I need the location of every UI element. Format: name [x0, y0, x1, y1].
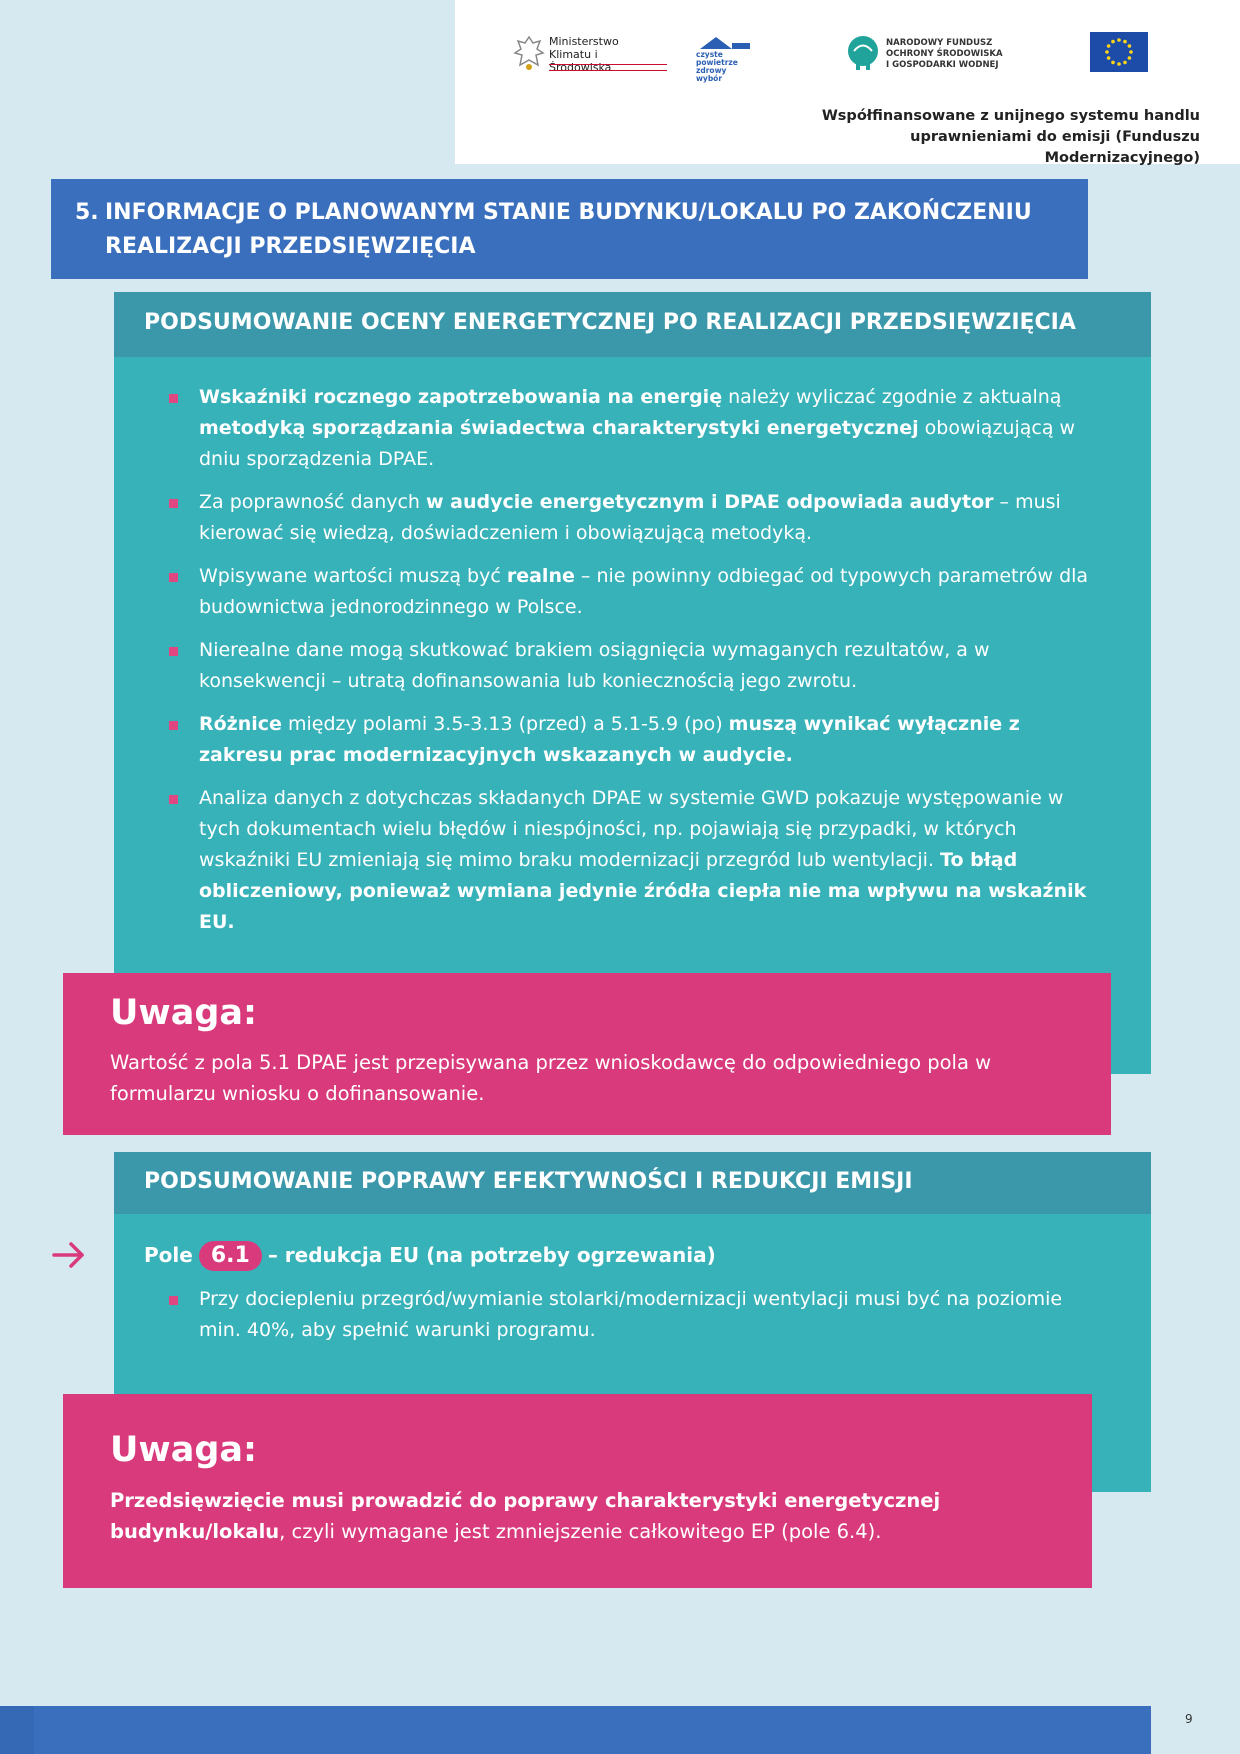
text: obowiązującą w dniu sporządzenia DPAE.: [199, 417, 1076, 470]
section-title: INFORMACJE O PLANOWANYM STANIE BUDYNKU/LOKALU PO ZAKOŃCZENIU REALIZACJI PRZEDSIĘWZIĘCIA: [105, 200, 1032, 259]
text: należy wyliczać zgodnie z aktualną: [722, 386, 1062, 408]
nfosigw-logo: [846, 34, 1006, 74]
eagle-emblem-icon: [512, 33, 546, 73]
text: Przy dociepleniu przegród/wymianie stolarki/modernizacji wentylacji musi być na poziomie min. 40%, aby spełnić warunki programu.: [199, 1288, 1063, 1341]
text: między polami 3.5-3.13 (przed) a 5.1-5.9 (po): [281, 713, 729, 735]
energy-assessment-panel: [114, 292, 1151, 1074]
bold-text: w audycie energetycznym i DPAE odpowiada audytor: [426, 491, 994, 513]
field-prefix: Pole: [144, 1243, 193, 1267]
bold-text: realne: [506, 565, 575, 587]
eu-flag-icon: [1090, 32, 1148, 72]
efficiency-emission-header: [114, 1152, 1151, 1214]
bullet-square-icon: [169, 1296, 178, 1305]
field-reference: [144, 1240, 716, 1271]
efficiency-emission-title: PODSUMOWANIE POPRAWY EFEKTYWNOŚCI I REDUKCJI EMISJI: [144, 1169, 913, 1194]
text: Nierealne dane mogą skutkować brakiem osiągnięcia wymaganych rezultatów, a w konsekwencji – utratą dofinansowania lub koniecznością jego zwrotu.: [199, 639, 990, 692]
bullet-square-icon: [169, 573, 178, 582]
list-item: [169, 1284, 1089, 1346]
ministry-logo-line2: Klimatu i Środowiska: [549, 48, 612, 74]
bullet-square-icon: [169, 499, 178, 508]
ministry-logo-line1: Ministerstwo: [549, 35, 619, 48]
footer-bar: [0, 1706, 1151, 1754]
czyste-logo-line1: czyste powietrze: [696, 50, 738, 67]
bullet-square-icon: [169, 647, 178, 656]
note-heading: Uwaga:: [110, 993, 258, 1033]
text: – musi kierować się wiedzą, doświadczeniem i obowiązującą metodyką.: [199, 491, 1061, 544]
text: Wpisywane wartości muszą być: [199, 565, 507, 587]
bold-text: muszą wynikać wyłącznie z zakresu prac modernizacyjnych wskazanych w audycie.: [199, 713, 1020, 766]
nfosigw-emblem-icon: [846, 34, 880, 72]
energy-assessment-list: [169, 382, 1089, 950]
note-bold-text: Przedsięwzięcie musi prowadzić do poprawy charakterystyki energetycznej budynku/lokalu: [110, 1489, 941, 1543]
note-text: [110, 1485, 1050, 1547]
czyste-logo-line2: zdrowy wybór: [696, 66, 727, 83]
note-rest-text: , czyli wymagane jest zmniejszenie całkowitego EP (pole 6.4).: [279, 1520, 882, 1543]
note-box: [63, 973, 1111, 1135]
bullet-square-icon: [169, 394, 178, 403]
list-item: [169, 709, 1089, 771]
section-number: 5.: [75, 200, 99, 225]
bold-text: Wskaźniki rocznego zapotrzebowania na energię: [199, 386, 723, 408]
list-item: [169, 487, 1089, 549]
bold-text: Różnice: [199, 713, 282, 735]
nfos-logo-line3: I GOSPODARKI WODNEJ: [886, 60, 999, 70]
list-item: [169, 635, 1089, 697]
arrow-right-icon: [52, 1240, 86, 1270]
bullet-square-icon: [169, 721, 178, 730]
list-item: [169, 561, 1089, 623]
cofinancing-note: [780, 106, 1200, 169]
energy-assessment-title: PODSUMOWANIE OCENY ENERGETYCZNEJ PO REALIZACJI PRZEDSIĘWZIĘCIA: [144, 310, 1076, 335]
text: Za poprawność danych: [199, 491, 427, 513]
note-heading: Uwaga:: [110, 1430, 258, 1470]
section-title-bar: [51, 179, 1088, 279]
text: – nie powinny odbiegać od typowych parametrów dla budownictwa jednorodzinnego w Polsce.: [199, 565, 1089, 618]
bold-text: To błąd obliczeniowy, ponieważ wymiana jedynie źródła ciepła nie ma wpływu na wskaźnik EU.: [199, 849, 1087, 933]
note-text: Wartość z pola 5.1 DPAE jest przepisywana przez wnioskodawcę do odpowiedniego pola w formularzu wniosku o dofinansowanie.: [110, 1051, 992, 1105]
page-number: 9: [1185, 1712, 1193, 1726]
field-description: – redukcja EU (na potrzeby ogrzewania): [267, 1243, 716, 1267]
text: Analiza danych z dotychczas składanych DPAE w systemie GWD pokazuje występowanie w tych dokumentach wielu błędów i niespójności, np. pojawiają się przypadki, w których wskaźniki EU zmieniają się mimo braku modernizacji przegród lub wentylacji.: [199, 787, 1064, 871]
cofinancing-line1: Współfinansowane z unijnego systemu handlu: [821, 108, 1200, 124]
eu-flag-logo: [1090, 32, 1148, 72]
field-number-badge: 6.1: [199, 1241, 262, 1271]
cofinancing-line2: uprawnieniami do emisji (Funduszu Modernizacyjnego): [910, 129, 1200, 166]
house-roof-icon: [696, 33, 752, 51]
list-item: [169, 783, 1089, 938]
czyste-powietrze-logo: [696, 33, 752, 83]
ministry-logo-stripe: [549, 64, 667, 71]
ministry-logo: [512, 33, 657, 75]
energy-assessment-header: [114, 292, 1151, 357]
bullet-square-icon: [169, 795, 178, 804]
nfos-logo-line2: OCHRONY ŚRODOWISKA: [886, 49, 1003, 59]
note-box: [63, 1394, 1092, 1588]
efficiency-list: [169, 1284, 1089, 1358]
footer-bar-accent: [0, 1706, 34, 1754]
list-item: [169, 382, 1089, 475]
nfos-logo-line1: NARODOWY FUNDUSZ: [886, 38, 993, 48]
bold-text: metodyką sporządzania świadectwa charakterystyki energetycznej: [199, 417, 919, 439]
